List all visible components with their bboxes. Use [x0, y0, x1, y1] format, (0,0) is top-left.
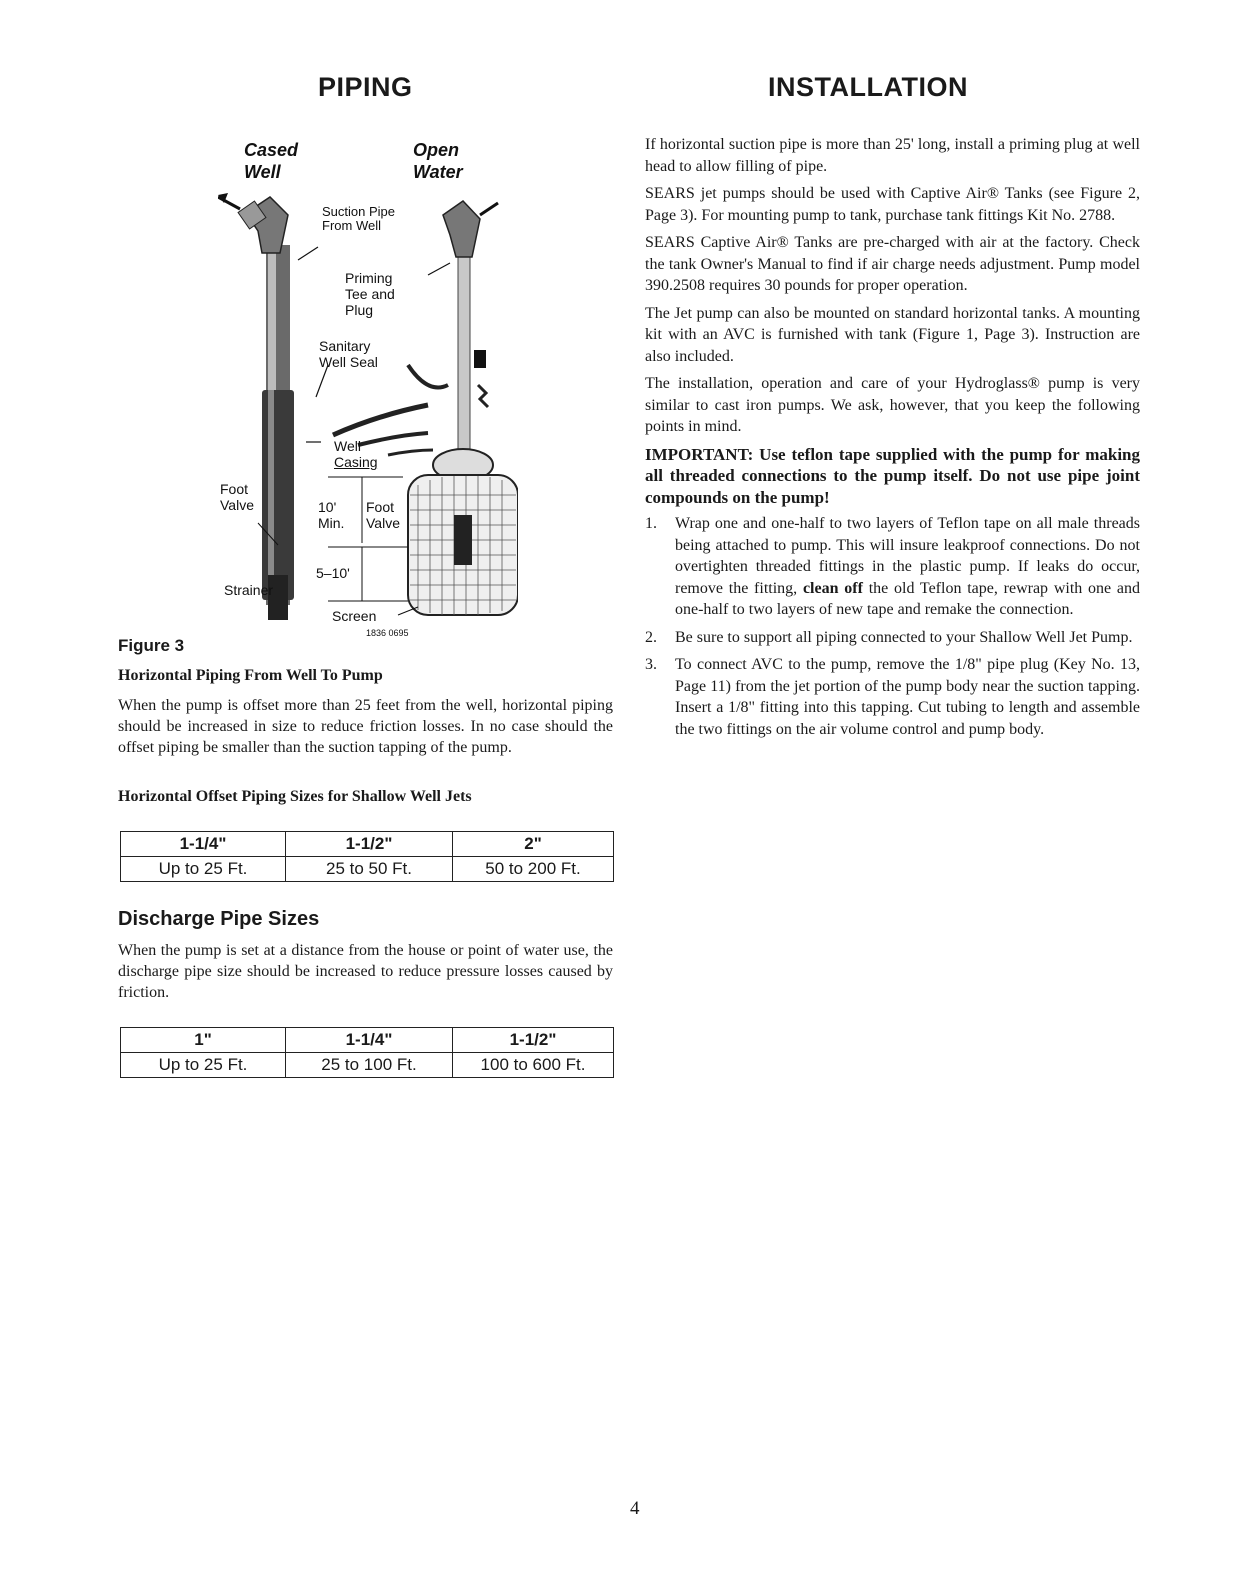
label-cased: Cased Well	[244, 140, 299, 182]
page-number: 4	[630, 1498, 640, 1519]
list-item-number: 3.	[645, 656, 657, 673]
label-ten-min: 10' Min.	[318, 499, 345, 531]
table-header-cell: 1-1/4"	[121, 832, 286, 857]
list-item-number: 2.	[645, 628, 657, 646]
table-header-cell: 1-1/2"	[453, 1028, 614, 1053]
list-item-number: 1.	[645, 515, 657, 532]
label-five-ten: 5–10'	[316, 565, 350, 581]
offset-piping-subhead: Horizontal Offset Piping Sizes for Shallow Well Jets	[118, 788, 472, 805]
table-cell: Up to 25 Ft.	[121, 1053, 286, 1078]
installation-paragraph-2: SEARS jet pumps should be used with Captive Air® Tanks (see Figure 2, Page 3). For mounting pump to tank, purchase tank fittings Kit No. 2788.	[645, 185, 1140, 224]
installation-steps	[645, 513, 1140, 740]
label-well-casing: Well Casing	[334, 438, 378, 470]
table-row	[121, 857, 614, 882]
list-item	[645, 627, 1140, 649]
table-cell: 50 to 200 Ft.	[453, 857, 614, 882]
label-foot-valve-right: Foot Valve	[366, 499, 400, 531]
table-header-cell: 1-1/4"	[286, 1028, 453, 1053]
table-header-cell: 1"	[121, 1028, 286, 1053]
list-item-text: To connect AVC to the pump, remove the 1/8" pipe plug (Key No. 13, Page 11) from the jet portion of the pump body near the suction tapping. Insert a 1/8" fitting into this tapping. Cut tubing to length and assemble the two fittings on the air volume control and pump body.	[675, 656, 1140, 738]
figure-code: 1836 0695	[366, 628, 409, 638]
horizontal-piping-paragraph: When the pump is offset more than 25 feet from the well, horizontal piping should be increased in size to reduce friction losses. In no case should the offset piping be smaller than the suction tapping of the pump.	[118, 697, 613, 756]
table-header-cell: 1-1/2"	[286, 832, 453, 857]
installation-paragraph-4: The Jet pump can also be mounted on standard horizontal tanks. A mounting kit with an AVC is furnished with tank (Figure 1, Page 3). Instruction are also included.	[645, 304, 1140, 365]
discharge-pipe-heading: Discharge Pipe Sizes	[118, 908, 320, 930]
table-header-cell: 2"	[453, 832, 614, 857]
horizontal-piping-subhead: Horizontal Piping From Well To Pump	[118, 667, 383, 684]
label-open-water: Open Water	[413, 140, 463, 182]
table-cell: 100 to 600 Ft.	[453, 1053, 614, 1078]
list-item-text: Be sure to support all piping connected to your Shallow Well Jet Pump.	[675, 628, 1133, 646]
list-item-text-cont: the old Teflon tape, rewrap with one and one-half to two layers of new tape and remake the connection.	[675, 579, 1141, 618]
label-sanitary-seal: Sanitary Well Seal	[319, 338, 378, 370]
discharge-paragraph: When the pump is set at a distance from the house or point of water use, the discharge pipe size should be increased to reduce pressure losses caused by friction.	[118, 942, 613, 1001]
table-row	[121, 1028, 614, 1053]
label-suction-pipe: Suction Pipe From Well	[322, 204, 395, 233]
installation-paragraph-1: If horizontal suction pipe is more than 25' long, install a priming plug at well head to allow filling of pipe.	[645, 136, 1140, 175]
piping-heading: PIPING	[318, 72, 413, 102]
table-row	[121, 832, 614, 857]
installation-heading: INSTALLATION	[768, 72, 968, 102]
list-item	[645, 654, 1140, 740]
label-priming-tee: Priming Tee and Plug	[345, 270, 395, 318]
discharge-pipe-table	[120, 1027, 614, 1078]
list-item-bold-text: clean off	[802, 579, 863, 597]
label-strainer: Strainer	[224, 582, 274, 598]
figure-3-illustration	[218, 135, 518, 638]
offset-piping-table	[120, 831, 614, 882]
list-item	[645, 513, 1140, 621]
table-row	[121, 1053, 614, 1078]
table-cell: Up to 25 Ft.	[121, 857, 286, 882]
installation-paragraph-5: The installation, operation and care of your Hydroglass® pump is very similar to cast iron pumps. We ask, however, that you keep the following points in mind.	[645, 375, 1140, 435]
figure-title: Figure 3	[118, 636, 185, 655]
installation-paragraph-3: SEARS Captive Air® Tanks are pre-charged with air at the factory. Check the tank Owner's Manual to find if air charge needs adjustment. Pump model 390.2508 requires 30 pounds for proper operation.	[645, 234, 1140, 294]
installation-text	[645, 134, 1140, 746]
table-cell: 25 to 50 Ft.	[286, 857, 453, 882]
important-notice: IMPORTANT: Use teflon tape supplied with the pump for making all threaded connections to the pump itself. Do not use pipe joint compounds on the pump!	[645, 444, 1140, 507]
list-item-text: Wrap one and one-half to two layers of Teflon tape on all male threads being attached to pump. This will insure leakproof connections. Do not overtighten threaded fittings in the plastic pump. If leaks do occur, remove the fitting,	[675, 515, 1140, 597]
label-foot-valve-left: Foot Valve	[220, 481, 254, 513]
label-screen: Screen	[332, 608, 377, 624]
table-cell: 25 to 100 Ft.	[286, 1053, 453, 1078]
